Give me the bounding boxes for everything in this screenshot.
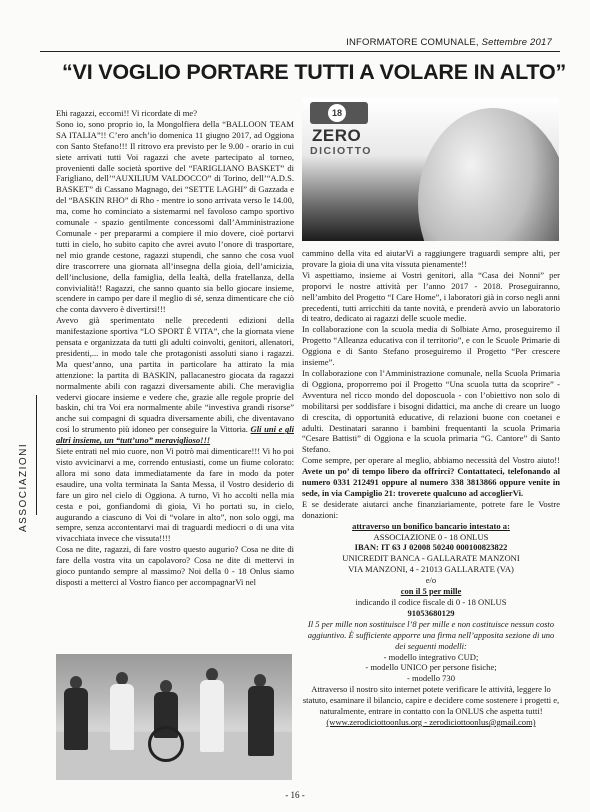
paragraph: E se desiderate aiutarci anche finanziariamente, potrete fare le Vostre donazioni:	[302, 498, 560, 520]
issue-date: Settembre 2017	[481, 37, 552, 48]
closing-text: Attraverso il nostro sito internet potete verificare le attività, leggere lo statuto, esaminare il bilancio, capire e decidere come sostenere i progetti e, naturalmente, entrare in contatto con la ONLUS che aspetta tutti!	[302, 684, 560, 717]
person-figure	[200, 680, 224, 752]
left-column	[56, 108, 294, 648]
five-per-mille-heading: con il 5 per mille	[400, 586, 462, 597]
bank-recipient: ASSOCIAZIONE 0 - 18 ONLUS	[373, 531, 489, 542]
five-per-mille-note: Il 5 per mille non sostituisce l’8 per mille e non costituisce nessun costo aggiuntivo. È sufficiente apporre una firma nell’apposita sezione di uno dei seguenti modelli:	[307, 618, 555, 651]
hot-air-balloon-image	[418, 108, 559, 241]
paragraph: In collaborazione con la scuola media di Solbiate Arno, proseguiremo il Progetto “Alleanza educativa con il territorio”, e con le Scuole Primarie di Oggiona e di Santo Stefano proseguiremo il Progetto “Per crescere insieme”.	[302, 324, 560, 368]
or-text: e/o	[425, 575, 437, 586]
contact-info: Avete un po’ di tempo libero da offrirci? Contattateci, telefonando al numero 0331 212491 oppure al numero 338 3813866 oppure venite in sede, in via Campiglio 21: troverete qualcuno ad accoglierVi.	[302, 466, 560, 498]
fiscal-code: 91053680129	[407, 607, 455, 618]
website-link[interactable]: (www.zerodiciottoonlus.org - zerodiciottoonlus@gmail.com)	[326, 716, 536, 727]
paragraph: Sono io, sono proprio io, la Mongolfiera della “BALLOON TEAM SA ITALIA”!! C’ero anch’io domenica 11 giugno 2017, ad Oggiona con Santo Stefano!!! Il ritrovo era previsto per le 9.00 - orario in cui siete arrivati tutti Voi ragazzi che avete partecipato al torneo, provenienti dalle società sportive del “FARIGLIANO BASKET” di Farigliano, dell’“AUXILIUM VALDOCCO” di Torino, dell’“A.D.S. BASKET” di Cassano Magnago, dei “SETTE LAGHI” di Gazzada e del “BASKIN RHO” di Rho - mentre io sono arrivata verso le 14.00, ma, come ho cominciato a sistemarmi nel favoloso campo sportivo comunale - spazio gentilmente concessomi dall’Amministrazione Comunale - per prepararmi a compiere il mio dovere, cioè portarvi tutti in cielo, ho subito capito che avrei avuto l’onore di trasportare, nel mio grande cestone, ragazzi stupendi, che sanno che cosa vuol dire trascorrere una giornata all’insegna della gioia, dell’amicizia, dell’inclusione, della famiglia, della lealtà, della fratellanza, della convivialità!! Ragazzi, che sanno quanto sia bello giocare insieme, scendere in campo per dare il meglio di sé, senza dimenticare che ciò che conta davvero è divertirsi!!!	[56, 118, 294, 315]
wheelchair-wheel	[148, 726, 184, 762]
person-figure	[64, 688, 88, 750]
model-item: - modello UNICO per persone fisiche;	[365, 662, 497, 673]
page-number: - 16 -	[285, 790, 305, 800]
section-label: ASSOCIAZIONI	[18, 442, 29, 532]
publication-name: INFORMATORE COMUNALE,	[346, 37, 479, 48]
bank-name: UNICREDIT BANCA - GALLARATE MANZONI	[342, 553, 520, 564]
emphasis-text: Gli uni e gli altri insieme, un “tutt’uno” meraviglioso!!!	[56, 424, 294, 446]
five-per-mille-text: indicando il codice fiscale di 0 - 18 ONLUS	[355, 597, 507, 607]
model-item: - modello 730	[407, 673, 455, 684]
logo-word-zero: ZERO	[312, 126, 362, 145]
logo-word-diciotto: DICIOTTO	[310, 145, 372, 157]
paragraph: Avevo già sperimentato nelle precedenti edizioni della manifestazione sportiva “LO SPORT È VITA”, che la giornata viene pensata e organizzata da tutti gli adulti coinvolti, genitori, allenatori, presidenti,... in modo tale che protagonisti assoluti siano i ragazzi. Ma quest’anno, una partita in particolare ha attirato la mia attenzione: la partita di BASKIN, pallacanestro giocata da ragazzi normalmente abili con ragazzi diversamente abili. Che meraviglia vedervi giocare insieme e vedere che, grazie alle regole proprie del baskin, chi tra Voi era normalmente abile “investiva grandi risorse” anche sui compagni di squadra diversamente abili, che diventavano così lo strumento più idoneo per conseguire la Vittoria. Gli uni e gli altri insieme, un “tutt’uno” meraviglioso!!!	[56, 315, 294, 446]
paragraph: In collaborazione con l’Amministrazione comunale, nella Scuola Primaria di Oggiona, proporremo poi il Progetto “Una scuola tutta da scoprire” - Avventura nel ricco mondo del doposcuola - con l’obiettivo non solo di mobilitarsi per soddisfare i bisogni didattici, ma anche di creare un luogo di crescita, di opportunità educative, di relazioni buone con coetanei e adulti. Destinatari saranno i bambini frequentanti la scuola Primaria “Cesare Battisti” di Oggiona e la scuola primaria “G. Cantore” di Santo Stefano.	[302, 367, 560, 455]
section-rule	[36, 395, 37, 515]
iban: IBAN: IT 63 J 02008 50240 000100823822	[354, 542, 508, 553]
person-figure	[110, 684, 134, 750]
paragraph: Vi aspettiamo, insieme ai Vostri genitori, alla “Casa dei Nonni” per proporvi le nostre attività per l’anno 2017 - 2018. Proseguiranno, nell’ambito del Progetto “I Care Home”, i laboratori già in corso negli anni precedenti, tutti arricchiti da tante novità, e prenderà avvio un laboratorio di teatro, dedicato ai ragazzi delle scuole medie.	[302, 269, 560, 324]
paragraph: Ehi ragazzi, eccomi!! Vi ricordate di me?	[56, 108, 197, 118]
paragraph: Come sempre, per operare al meglio, abbiamo necessità del Vostro aiuto!! Avete un po’ di tempo libero da offrirci? Contattateci, telefonando al numero 0331 212491 oppure al numero 338 3813866 oppure venite in sede, in via Campiglio 21: troverete qualcuno ad accoglierVi.	[302, 455, 560, 498]
header-rule	[40, 51, 560, 52]
paragraph: Cosa ne dite, ragazzi, di fare vostro questo augurio? Cosa ne dite di fare della vostra vita un capolavoro? Cosa ne dite di mettervi in gioco puntando sempre al massimo? Noi della 0 - 18 Onlus siamo disposti a metterci al Vostro fianco per accompagnarVi nel	[56, 544, 294, 587]
bank-heading: attraverso un bonifico bancario intestato a:	[352, 520, 510, 531]
bank-address: VIA MANZONI, 4 - 21013 GALLARATE (VA)	[348, 564, 514, 575]
paragraph: Siete entrati nel mio cuore, non Vi potrò mai dimenticare!!! Vi ho poi visto avvicinarvi a me, correndo entusiasti, come un fiume colorato: allora mi sono data immediatamente da fare in modo da poter esaudire, una volta terminata la Santa Messa, il Vostro desiderio di fare un giro nel cielo di Oggiona. A turno, Vi ho accolti nella mia cesta e poi, gonfiandomi di gioia, Vi ho portati su, in cielo, augurando a ciascuno di Voi di “volare in alto”, non solo oggi, ma sempre, senza accontentarvi mai di traguardi mediocri o di una vita vivacchiata invece che vissuta!!!!	[56, 446, 294, 544]
basketball-photo	[56, 654, 292, 780]
zero-diciotto-logo	[306, 102, 378, 164]
logo-number: 18	[328, 104, 346, 122]
article-title: “VI VOGLIO PORTARE TUTTI A VOLARE IN ALTO”	[62, 60, 567, 84]
right-column	[302, 248, 560, 793]
person-figure	[248, 686, 274, 756]
page-header	[346, 37, 552, 48]
paragraph: cammino della vita ed aiutarVi a raggiungere traguardi sempre alti, per provare la gioia di una vita vissuta pienamente!!	[302, 248, 560, 269]
model-item: - modello integrativo CUD;	[383, 651, 479, 662]
balloon-photo	[302, 98, 559, 241]
